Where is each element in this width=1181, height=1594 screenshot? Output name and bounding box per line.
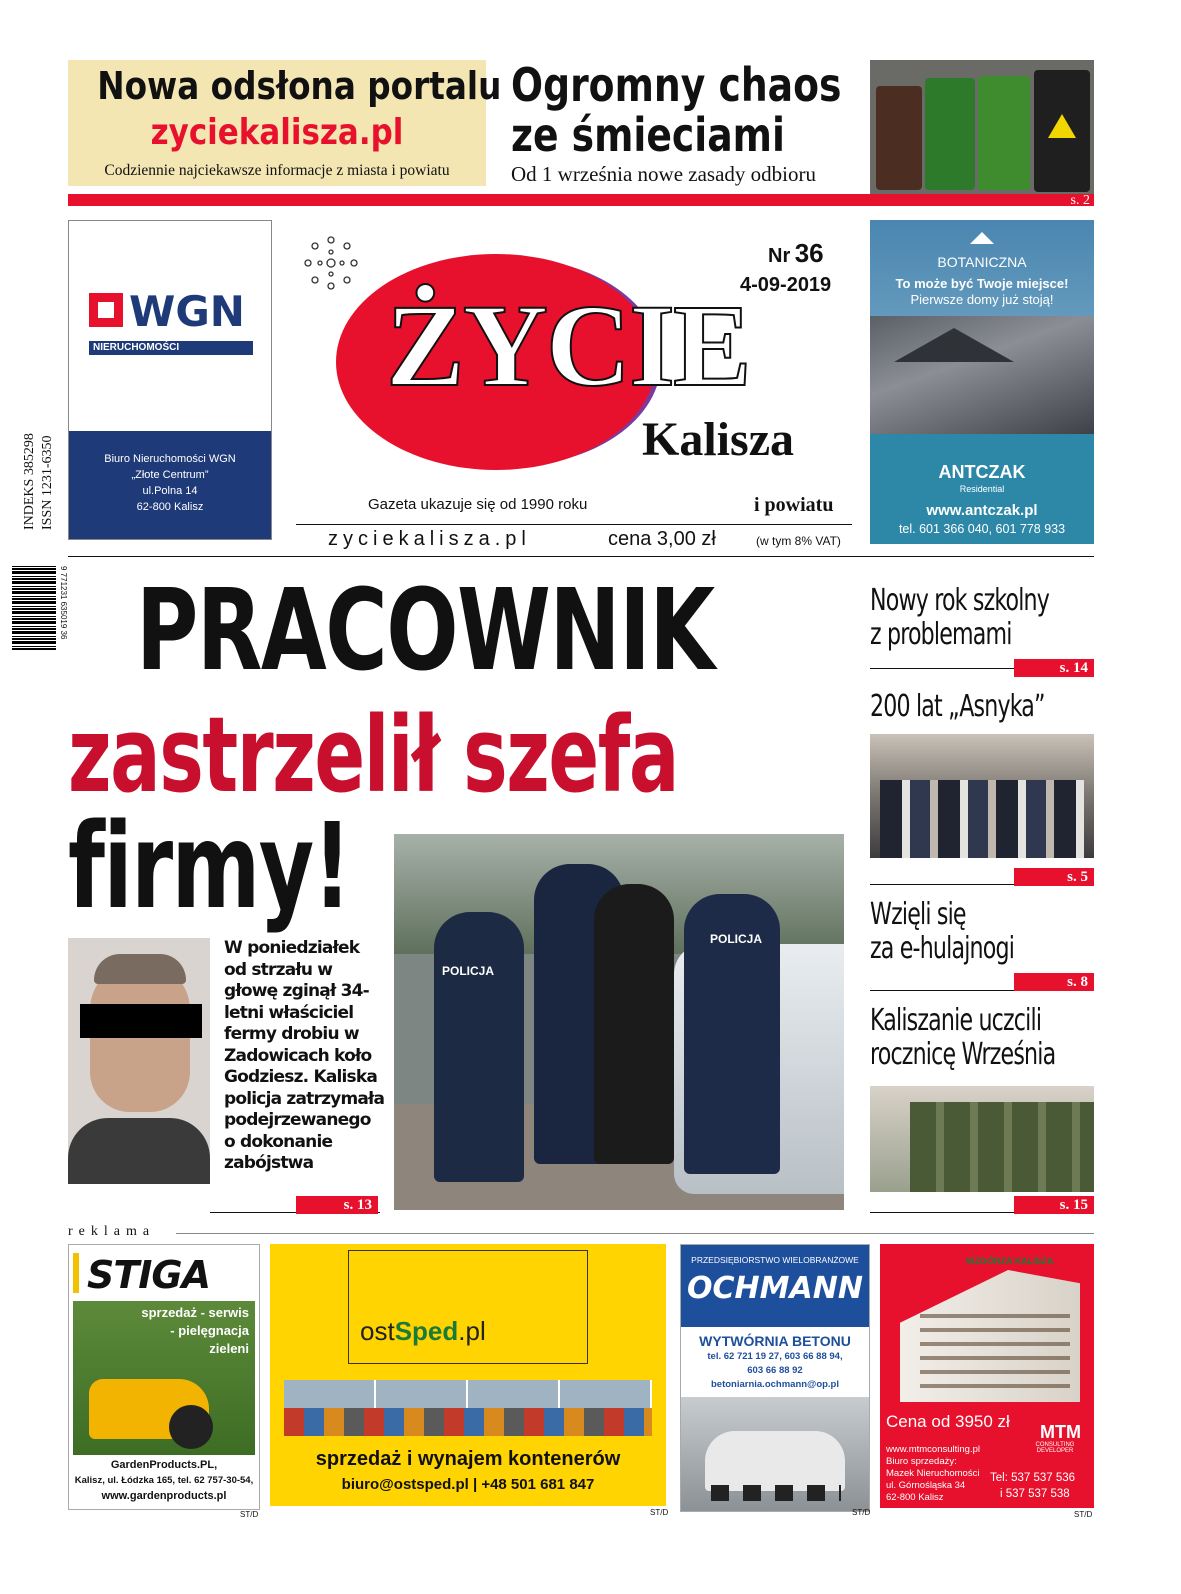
issue-block: [768, 238, 824, 269]
sidebar-4-photo: [870, 1086, 1094, 1192]
teaser-waste-photo: [870, 60, 1094, 198]
mtm-city: 62-800 Kalisz: [886, 1492, 944, 1503]
mtm-code: ST/D: [1074, 1510, 1093, 1519]
suspect-eye-bar: [80, 1004, 202, 1038]
wgn-logo: WGN: [129, 287, 245, 336]
lead-photo: [394, 834, 844, 1210]
sidebar-1-title-1[interactable]: Nowy rok szkolny: [870, 583, 1050, 618]
sidebar-2-title[interactable]: 200 lat „Asnyka”: [870, 689, 1045, 724]
ads-label: reklama: [68, 1224, 156, 1239]
wgn-logo-mark-inner: [98, 302, 114, 318]
price-line: cena 3,00 zł: [608, 528, 716, 550]
mtm-windows: [920, 1304, 1070, 1398]
sidebar-3-title-2[interactable]: za e-hulajnogi: [870, 931, 1015, 966]
mtm-logo: MTM: [1040, 1422, 1081, 1442]
wgn-sub: NIERUCHOMOŚCI: [89, 341, 253, 355]
lead-page-ref[interactable]: s. 13: [296, 1196, 378, 1214]
sidebar-2-page-ref[interactable]: s. 5: [1014, 868, 1094, 886]
bin-green-1: [925, 78, 975, 190]
ochmann-code: ST/D: [852, 1508, 871, 1517]
bin-warning-icon: [1048, 114, 1076, 138]
ostsped-logo-c: .pl: [458, 1316, 486, 1346]
stiga-tag2: - pielęgnacja: [170, 1323, 249, 1338]
teaser-portal-line1: Nowa odsłona portalu: [97, 64, 502, 108]
issue-number: 36: [794, 238, 824, 268]
police-officer-1: [434, 912, 524, 1182]
stiga-url[interactable]: www.gardenproducts.pl: [101, 1490, 227, 1502]
civilian: [594, 884, 674, 1164]
ad-botaniczna[interactable]: [870, 220, 1094, 544]
vat-line: (w tym 8% VAT): [756, 534, 841, 548]
antczak-logo: ANTCZAK: [938, 462, 1026, 482]
county-line: i powiatu: [754, 494, 834, 516]
stiga-tag1: sprzedaż - serwis: [141, 1305, 249, 1320]
masthead-rule: [296, 524, 852, 525]
ostsped-line1: sprzedaż i wynajem kontenerów: [315, 1448, 621, 1470]
ostsped-logo: [360, 1316, 486, 1347]
since-line: Gazeta ukazuje się od 1990 roku: [368, 496, 588, 513]
ostsped-code: ST/D: [650, 1508, 669, 1517]
botaniczna-house-icon: [970, 232, 994, 244]
mtm-street: ul. Górnośląska 34: [886, 1480, 966, 1491]
mtm-sales: Biuro sprzedaży:: [886, 1456, 957, 1467]
wgn-line4: 62-800 Kalisz: [136, 501, 204, 513]
ochmann-product: WYTWÓRNIA BETONU: [699, 1333, 851, 1349]
police-vest-label-2: POLICJA: [710, 932, 763, 946]
botaniczna-house-roof: [894, 328, 1014, 362]
sidebar-4-soldiers: [910, 1102, 1094, 1192]
ostsped-line2[interactable]: biuro@ostsped.pl | +48 501 681 847: [341, 1476, 595, 1493]
antczak-tel: tel. 601 366 040, 601 778 933: [898, 522, 1066, 536]
sidebar-1-title-2[interactable]: z problemami: [870, 617, 1012, 652]
mtm-price: Cena od 3950 zł: [886, 1412, 1010, 1431]
stiga-logo: STIGA: [87, 1253, 211, 1297]
teaser-red-rule: [68, 194, 1094, 206]
antczak-url[interactable]: www.antczak.pl: [926, 502, 1038, 519]
stiga-accent: [73, 1253, 79, 1293]
issue-label: Nr: [768, 245, 791, 267]
teaser-portal[interactable]: [68, 60, 502, 186]
sidebar-4-title-1[interactable]: Kaliszanie uczcili: [870, 1003, 1042, 1038]
teaser-waste-sub: Od 1 września nowe zasady odbioru: [511, 162, 816, 186]
sidebar-3-page-ref[interactable]: s. 8: [1014, 973, 1094, 991]
ochmann-tel2: 603 66 88 92: [747, 1365, 803, 1376]
ostsped-photos: [284, 1380, 652, 1436]
ochmann-top: PRZEDSIĘBIORSTWO WIELOBRANŻOWE: [691, 1255, 859, 1265]
index-code: INDEKS 385298: [22, 433, 37, 530]
masthead-title: ŻYCIE: [386, 280, 750, 411]
lead-headline-2[interactable]: zastrzelił szefa: [68, 694, 678, 816]
mtm-tel1: Tel: 537 537 536: [990, 1472, 1076, 1484]
antczak-sub: Residential: [959, 484, 1005, 494]
sidebar-4-page-ref[interactable]: s. 15: [1014, 1196, 1094, 1214]
stiga-wheel: [169, 1405, 213, 1449]
teaser-waste[interactable]: [505, 58, 865, 188]
ochmann-truck: [705, 1431, 845, 1491]
mtm-logo-sub: CONSULTING DEVELOPER: [1035, 1442, 1075, 1454]
bin-green-2: [978, 76, 1030, 190]
wgn-info: [69, 431, 271, 539]
suspect-shirt: [68, 1118, 210, 1184]
mtm-tel2: i 537 537 538: [1000, 1488, 1070, 1500]
masthead: [296, 218, 856, 552]
teaser-waste-page-ref[interactable]: s. 2: [1070, 193, 1090, 208]
stiga-address: Kalisz, ul. Łódzka 165, tel. 62 757-30-54,: [74, 1475, 254, 1486]
teaser-portal-url: zyciekalisza.pl: [150, 112, 404, 153]
stiga-company: GardenProducts.PL,: [110, 1459, 218, 1471]
ostsped-logo-b: Sped: [394, 1316, 459, 1346]
mtm-brand: WZGÓRZA KALISZA: [966, 1256, 1054, 1266]
ad-ochmann[interactable]: [680, 1244, 870, 1512]
ochmann-email[interactable]: betoniarnia.ochmann@op.pl: [710, 1379, 840, 1390]
teaser-waste-headline-1: Ogromny chaos: [511, 58, 842, 112]
suspect-photo: [68, 938, 210, 1184]
sidebar-2-photo: [870, 734, 1094, 858]
botaniczna-slogan2: Pierwsze domy już stoją!: [910, 292, 1054, 307]
mtm-url[interactable]: www.mtmconsulting.pl: [886, 1444, 980, 1455]
wgn-line3: ul.Polna 14: [142, 485, 198, 497]
lead-headline-1[interactable]: PRACOWNIK: [136, 566, 714, 696]
lead-body: W poniedziałek od strzału w głowę zginął 34-letni właściciel fermy drobiu w Zadowicach koło Godziesz. Kaliska policja zatrzymała podejrzewanego o dokonanie zabójstwa: [224, 938, 385, 1173]
mtm-agent: Mazek Nieruchomości: [886, 1468, 980, 1479]
ad-mtm[interactable]: [880, 1244, 1094, 1508]
ostsped-logo-a: ost: [360, 1316, 395, 1346]
barcode-text: 9 771231 635019 36: [59, 566, 68, 640]
police-vest-label-1: POLICJA: [442, 964, 495, 978]
wgn-line1: Biuro Nieruchomości WGN: [104, 453, 236, 465]
teaser-waste-headline-2: ze śmieciami: [511, 108, 785, 162]
wgn-line2: „Złote Centrum”: [131, 469, 209, 481]
sidebar-3-title-1[interactable]: Wzięli się: [870, 897, 966, 932]
website-line[interactable]: zyciekalisza.pl: [328, 528, 531, 550]
teaser-portal-sub: Codziennie najciekawsze informacje z miasta i powiatu: [104, 162, 450, 179]
suspect-hair: [94, 954, 186, 984]
barcode: [12, 566, 56, 650]
sidebar-1-page-ref[interactable]: s. 14: [1014, 659, 1094, 677]
ostsped-containers: [284, 1408, 652, 1436]
ochmann-logo: OCHMANN: [687, 1271, 863, 1306]
ads-rule: [176, 1233, 1094, 1234]
issn-code: ISSN 1231-6350: [40, 435, 55, 530]
lead-headline-3[interactable]: firmy!: [68, 797, 351, 935]
header-rule: [68, 556, 1094, 557]
ad-wgn[interactable]: [68, 220, 272, 540]
stiga-tag3: zieleni: [209, 1341, 249, 1356]
bin-brown: [876, 86, 922, 190]
masthead-subtitle: Kalisza: [642, 413, 794, 466]
issue-date: 4-09-2019: [740, 274, 832, 296]
sidebar-4-title-2[interactable]: rocznicę Września: [870, 1037, 1056, 1072]
ochmann-truck-wheels: [711, 1485, 841, 1501]
botaniczna-brand: BOTANICZNA: [937, 254, 1027, 270]
ochmann-tel1: tel. 62 721 19 27, 603 66 88 94,: [707, 1351, 843, 1362]
ad-ostsped[interactable]: [270, 1244, 666, 1506]
sidebar-2-crowd: [880, 780, 1084, 858]
stiga-code: ST/D: [240, 1510, 259, 1519]
botaniczna-slogan1: To może być Twoje miejsce!: [895, 276, 1069, 291]
ad-stiga[interactable]: [68, 1244, 260, 1510]
